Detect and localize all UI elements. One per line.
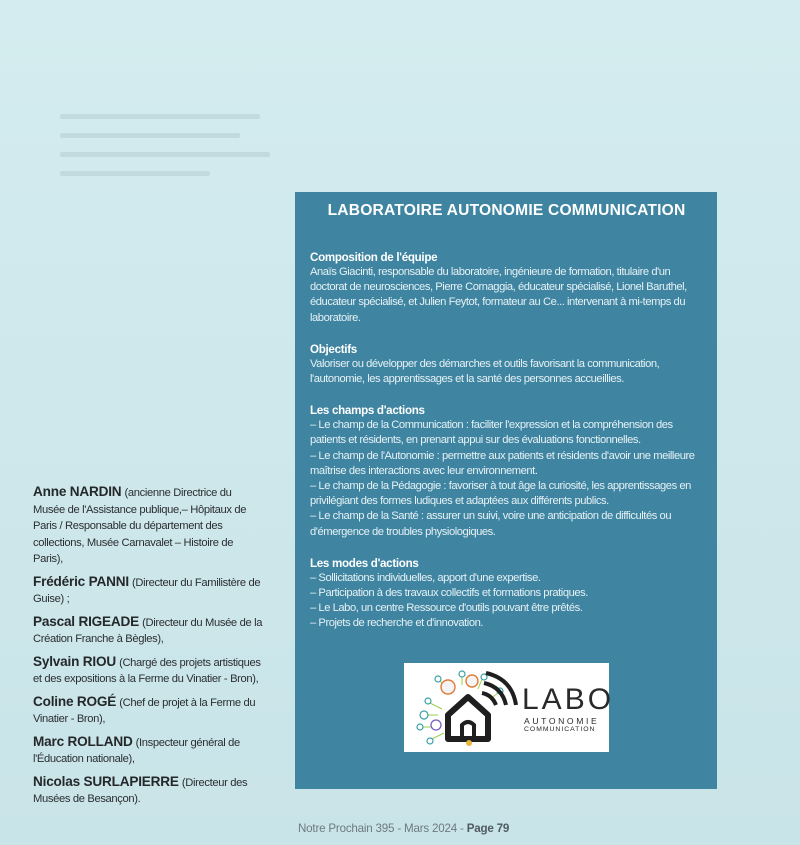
credit-name: Pascal RIGEADE: [33, 613, 139, 629]
credit-entry: [33, 774, 265, 808]
list-item: – Le champ de la Communication : faciliter l'expression et la compréhension des patients et résidents, en prenant appui sur des évaluations fonctionnelles.: [310, 419, 673, 447]
section-objectifs: [310, 342, 703, 387]
section-title: Les modes d'actions: [310, 556, 419, 570]
credit-description: (Chef de projet à la Ferme du Vinatier - Bron),: [33, 696, 256, 725]
list-item: – Le champ de l'Autonomie : permettre aux patients et résidents d'avoir une meilleure maîtrise des interactions avec leur environnement.: [310, 449, 695, 477]
list-item: – Le champ de la Pédagogie : favoriser à tout âge la curiosité, les apprentissages en privilégiant des formes ludiques et adaptées aux différents publics.: [310, 480, 691, 508]
credits-column: [33, 484, 265, 814]
logo-subtitle: COMMUNICATION: [524, 726, 596, 733]
credit-entry: [33, 734, 265, 768]
credit-description: (Inspecteur général de l'Éducation nationale),: [33, 736, 240, 765]
list-item: – Projets de recherche et d'innovation.: [310, 617, 484, 630]
show-through-text: [60, 100, 280, 190]
labo-info-box: [295, 192, 717, 789]
credit-entry: [33, 694, 265, 728]
credit-name: Anne NARDIN: [33, 484, 122, 499]
credit-entry: [33, 484, 265, 568]
credit-entry: [33, 574, 265, 608]
section-text: Anaïs Giacinti, responsable du laboratoire, ingénieure de formation, titulaire d'un doctorat de neurosciences, Pierre Cornaggia, éducateur spécialisé, Lionel Baruthel, éducateur spécialisé, et Julien Feytot, formateur au Ce... intervenant à mi-temps du laboratoire.: [310, 266, 687, 324]
section-modes: [310, 556, 703, 632]
section-title: Objectifs: [310, 342, 357, 356]
section-title: Composition de l'équipe: [310, 251, 438, 264]
box-title: LABORATOIRE AUTONOMIE COMMUNICATION: [327, 202, 686, 219]
section-composition: [310, 250, 703, 326]
credit-description: (Directeur du Musée de la Création Franche à Bègles),: [33, 616, 263, 645]
logo-word: LABO: [522, 683, 615, 716]
list-item: – Le champ de la Santé : assurer un suivi, voire une anticipation de difficultés ou d'émergence de troubles physiologiques.: [310, 510, 672, 538]
credit-name: Coline ROGÉ: [33, 693, 117, 709]
house-wifi-icon: [412, 669, 520, 747]
credit-name: Marc ROLLAND: [33, 733, 133, 749]
credit-description: (ancienne Directrice du Musée de l'Assistance publique,– Hôpitaux de Paris / Responsable du département des collections, Musée Carnavalet – Histoire de Paris),: [33, 487, 247, 565]
credit-name: Sylvain RIOU: [33, 653, 116, 669]
section-champs: [310, 403, 703, 540]
credit-name: Frédéric PANNI: [33, 573, 129, 589]
credit-description: (Chargé des projets artistiques et des expositions à la Ferme du Vinatier - Bron),: [33, 656, 261, 685]
section-title: Les champs d'actions: [310, 404, 425, 418]
list-item: – Le Labo, un centre Ressource d'outils pouvant être prêtés.: [310, 602, 583, 615]
logo-subtitle: AUTONOMIE: [524, 716, 600, 726]
section-text: Valoriser ou développer des démarches et outils favorisant la communication, l'autonomie, les apprentissages et la santé des personnes accueillies.: [310, 357, 660, 386]
credit-entry: [33, 654, 265, 688]
champs-list: [310, 418, 703, 540]
page-number: Page 79: [466, 822, 510, 835]
footer-text: Notre Prochain 395 - Mars 2024 -: [298, 822, 467, 835]
credit-entry: [33, 614, 265, 648]
list-item: – Sollicitations individuelles, apport d'une expertise.: [310, 571, 541, 584]
credit-name: Nicolas SURLAPIERRE: [33, 773, 179, 789]
credit-description: (Directeur des Musées de Besançon).: [33, 776, 248, 805]
page-footer: [298, 822, 509, 835]
credit-description: (Directeur du Familistère de Guise) ;: [33, 576, 261, 605]
modes-list: [310, 571, 703, 632]
labo-logo: [404, 663, 615, 752]
list-item: – Participation à des travaux collectifs et formations pratiques.: [310, 587, 588, 600]
